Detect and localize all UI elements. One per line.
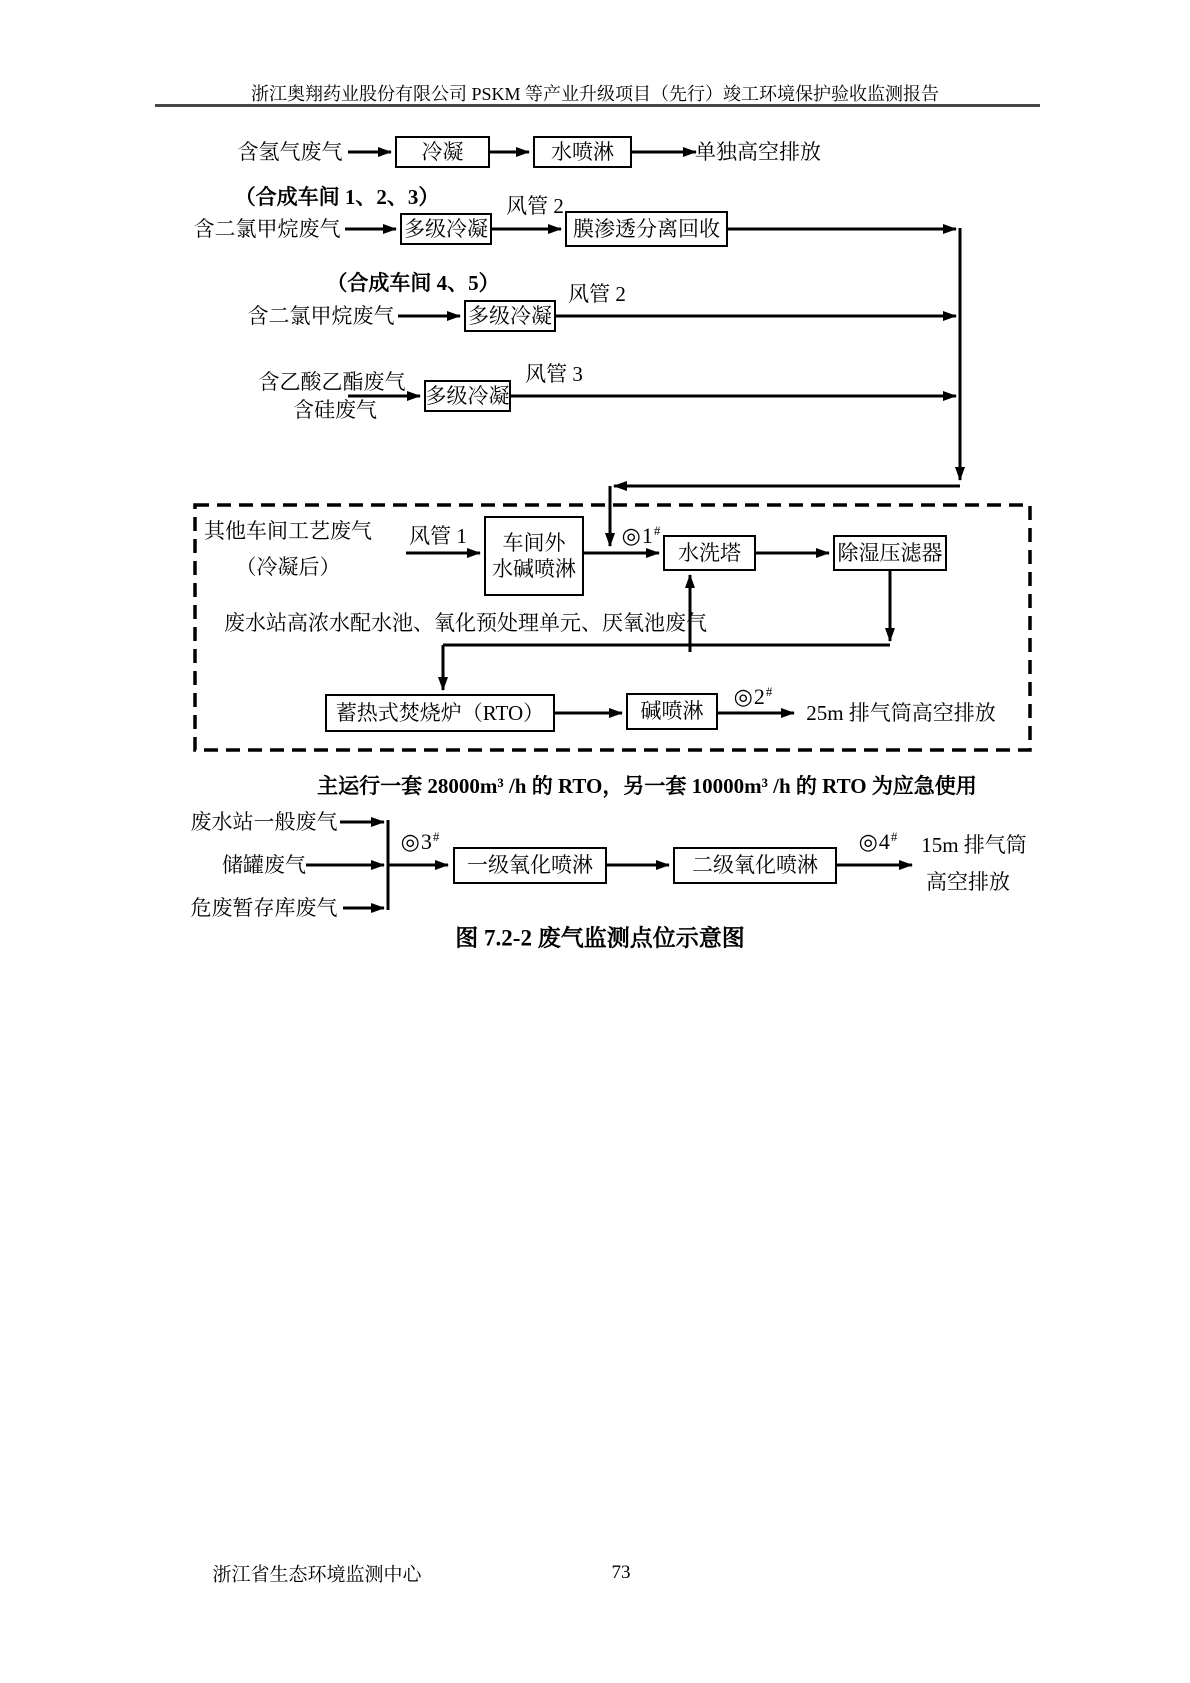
outlet-label-15m-line1: 15m 排气筒	[921, 832, 1027, 857]
source-label-condensed-note: （冷凝后）	[235, 554, 341, 579]
source-label-other-workshops: 其他车间工艺废气	[204, 518, 372, 543]
box-primary-oxidation-spray: 一级氧化喷淋	[453, 847, 607, 884]
source-label-hydrogen-gas: 含氢气废气	[237, 139, 343, 164]
figure-caption: 图 7.2-2 废气监测点位示意图	[455, 925, 745, 951]
box-multistage-condenser-3: 多级冷凝	[424, 380, 511, 412]
outlet-label-15m-line2: 高空排放	[926, 869, 1010, 894]
source-label-dcm-1: 含二氯甲烷废气	[193, 216, 341, 241]
source-label-general-wastewater: 废水站一般废气	[190, 809, 338, 834]
box-condenser: 冷凝	[395, 136, 490, 168]
box-workshop-spray-line2: 水碱喷淋	[492, 557, 576, 581]
box-water-spray: 水喷淋	[533, 136, 632, 168]
box-alkali-spray: 碱喷淋	[626, 693, 718, 730]
source-label-hazwaste-storage: 危废暂存库废气	[190, 895, 338, 920]
monitor-point-3: ◎3#	[400, 828, 440, 855]
monitor-point-2: ◎2#	[733, 683, 773, 710]
duct-label-2b: 风管 2	[568, 281, 626, 306]
box-water-wash-tower: 水洗塔	[663, 535, 756, 571]
box-workshop-spray	[484, 516, 584, 596]
duct-label-3: 风管 3	[525, 361, 583, 386]
monitor-point-1: ◎1#	[621, 522, 661, 549]
source-label-dcm-2: 含二氯甲烷废气	[247, 303, 395, 328]
outlet-label-25m: 25m 排气筒高空排放	[806, 700, 996, 725]
box-multistage-condenser-1: 多级冷凝	[400, 213, 492, 245]
box-rto: 蓄热式焚烧炉（RTO）	[325, 694, 555, 732]
box-workshop-spray-line1: 车间外	[502, 530, 566, 555]
box-membrane-recovery: 膜渗透分离回收	[565, 211, 728, 247]
workshop-label-123: （合成车间 1、2、3）	[234, 184, 440, 209]
wastewater-sources-label: 废水站高浓水配水池、氧化预处理单元、厌氧池废气	[224, 611, 707, 635]
footer-org: 浙江省生态环境监测中心	[212, 1564, 422, 1586]
workshop-label-45: （合成车间 4、5）	[326, 270, 500, 295]
header-title: 浙江奥翔药业股份有限公司 PSKM 等产业升级项目（先行）竣工环境保护验收监测报告	[250, 84, 940, 104]
header-rule	[155, 104, 1040, 107]
rto-note: 主运行一套 28000m³ /h 的 RTO，另一套 10000m³ /h 的 RTO 为应急使用	[317, 774, 977, 798]
page-number: 73	[611, 1562, 631, 1583]
duct-label-1: 风管 1	[409, 523, 467, 548]
duct-label-2a: 风管 2	[506, 193, 564, 218]
source-label-storage-tank: 储罐废气	[222, 852, 306, 877]
source-label-silicon: 含硅废气	[293, 397, 377, 422]
box-secondary-oxidation-spray: 二级氧化喷淋	[673, 847, 837, 884]
box-multistage-condenser-2: 多级冷凝	[464, 300, 556, 332]
box-dehumidifier-filter: 除湿压滤器	[833, 535, 947, 571]
source-label-ethyl-acetate: 含乙酸乙酯废气	[258, 369, 406, 394]
outlet-label-standalone: 单独高空排放	[695, 139, 821, 164]
monitor-point-4: ◎4#	[858, 828, 898, 855]
